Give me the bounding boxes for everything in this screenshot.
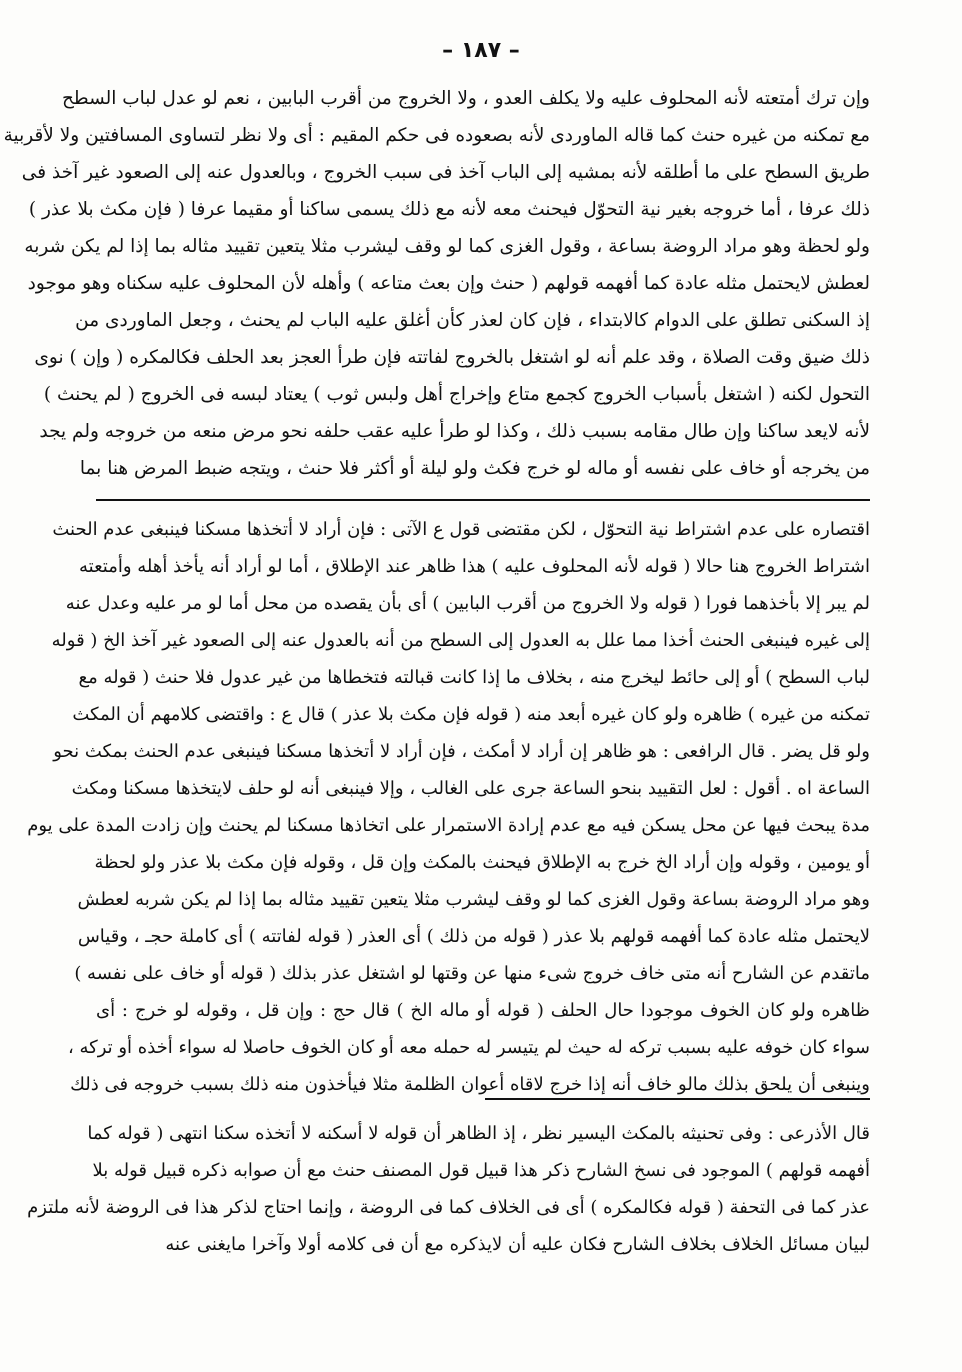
main-text-line: مع تمكنه من غيره حنث كما قاله الماوردى لأنه بصعوده فى حكم المقيم : أى ولا نظر لتساوى المسافتين ولا لأقربية: [3, 125, 870, 146]
main-text-block: [3, 80, 870, 487]
marginalia-line: قال الأذرعى : وفى تحنيثه بالمكث اليسير نظر ، إذ الظاهر أن قوله لا أسكنه لا أتخذه سكنا انتهى ( قوله كما: [87, 1123, 870, 1144]
main-text-line: ذلك عرفا ، أما خروجه بغير نية التحوّل فيحنث معه لأنه مع ذلك يسمى ساكنا أو مقيما عرفا ( فإن مكث بلا عذر ): [28, 199, 870, 220]
commentary-line: الساعة اه . أقول : لعل التقييد بنحو الساعة جرى على الغالب ، وإلا فينبغى أنه لو حلف لايتخذها مسكنا ومكث: [71, 778, 870, 799]
main-text-line: إذ السكنى تطلق على الدوام كالابتداء ، فإن كان لعذر كأن أغلق عليه الباب لم يحنث ، وجعل الماوردى من: [75, 310, 870, 331]
commentary-line: إلى غيره فينبغى الحنث أخذا مما علل به العدول إلى السطح من أنه بالعدول عنه إلى الصعود غير آخذ الخ ( قوله: [51, 630, 870, 651]
commentary-line: أو يومين ، وقوله وإن أراد الخ خرج به الإطلاق فيحنث بالمكث وإن قل ، وقوله فإن مكث بلا عذر ولو لحظة: [94, 852, 870, 873]
commentary-line: ماتقدم عن الشارح أنه متى خاف خروج شىء منها عن وقتها لو اشتغل عذر بذلك ( قوله أو خاف على نفسه ): [74, 963, 870, 984]
marginalia-line: عذر كما فى التحفة ( قوله فكالمكره ) أى فى الخلاف كما فى الروضة ، وإنما احتاج لذكر هذا فى الروضة لأنه ملتزم: [27, 1197, 870, 1218]
main-text-line: وإن ترك أمتعته لأنه المحلوف عليه ولا يكلف العدو ، ولا الخروج من أقرب البابين ، نعم لو عدل لباب السطح: [61, 88, 870, 109]
commentary-text-block: [27, 511, 871, 1103]
main-text-line: ذلك ضيق وقت الصلاة ، وقد علم أنه لو اشتغل بالخروج لفاتته فإن طرأ العجز بعد الحلف فكالمكره ( وإن ) نوى: [34, 347, 870, 368]
main-text-line: من يخرجه أو خاف على نفسه أو ماله لو خرج فكث ولو ليلة أو أكثر فلا حنث ، ويتجه ضبط المرض هنا بما: [79, 458, 870, 479]
main-text-line: طريق السطح على ما أطلقه لأنه بمشيه إلى الباب آخذ فى سبب الخروج ، وبالعدول عنه إلى الصعود غير آخذ فى: [21, 162, 870, 183]
marginalia-line: أفهمه قولهم ) الموجود فى نسخ الشارح ذكر هذا قبيل قول المصنف حنث مع أن صوابه ذكره قبيل قوله بلا: [92, 1160, 870, 1181]
commentary-line: ظاهره ولو كان الخوف موجودا حال الحلف ( قوله أو ماله الخ ) قال حج : وإن قل ، وقوله لو خرج : أى: [96, 1000, 871, 1021]
commentary-line: اشتراط الخروج هنا حالا ( قوله لأنه المحلوف عليه ) هذا ظاهر عند الإطلاق ، أما لو أراد أنه يأخذ أهله وأمتعته: [79, 556, 870, 577]
main-text-line: ولو لحظة وهو مراد الروضة بساعة ، وقول الغزى كما لو وقف ليشرب مثلا يتعين تقييد مثاله بما إذا لم يكن شربه: [24, 236, 870, 257]
commentary-line: لباب السطح ) أو إلى حائط ليخرج منه ، بخلاف ما إذا كانت قبالته فتخطاها من غير عدول فلا حنث ( قوله مع: [78, 667, 870, 688]
commentary-line: لم يبر إلا بأخذهما فورا ( قوله ولا الخروج من أقرب البابين ) أى بأن يقصده من محل أما لو مر عليه وعدل عنه: [65, 593, 870, 614]
commentary-line: وينبغى أن يلحق بذلك مالو خاف أنه إذا خرج لاقاه أعوان الظلمة مثلا فيأخذون منه ذلك بسبب خروجه فى ذلك: [70, 1074, 870, 1095]
commentary-line: اقتصاره على عدم اشتراط نية التحوّل ، لكن مقتضى قول ع الآتى : فإن أراد لا أتخذها مسكنا فينبغى عدم الحنث: [52, 519, 870, 540]
marginalia-text-block: [27, 1115, 870, 1263]
marginalia-line: لبيان مسائل الخلاف بخلاف الشارح فكان عليه أن لايذكره مع أن فى كلامه أولا وآخرا مايغنى عنه: [165, 1234, 870, 1255]
commentary-line: مدة يبحث فيها عن محل يسكن فيه مع عدم إرادة الاستمرار على اتخاذها مسكنا لم يحنث وإن زادت المدة على يوم: [27, 815, 870, 836]
main-text-line: التحول لكنه ( اشتغل بأسباب الخروج كجمع متاع وإخراج أهل ولبس ثوب ) يعتاد لبسه فى الخروج ( لم يحنث ): [43, 384, 870, 405]
commentary-line: سواء كان خوفه عليه بسبب تركه له حيث لم يتيسر له حمله معه أو كان الخوف حاصلا له سواء أخذه أو تركه ،: [67, 1037, 870, 1058]
main-text-line: لأنه لايعد ساكنا وإن طال مقامه بسبب ذلك ، وكذا لو طرأ عليه عقب حلفه نحو مرض منعه من خروجه ولم يجد: [39, 421, 870, 442]
commentary-line: لايحتمل مثله عادة كما أفهمه قولهم بلا عذر ( قوله من ذلك ) أى العذر ( قوله لفاتته ) أى كاملة حجـ ، وقياس: [77, 926, 870, 947]
commentary-line: تمكنه من غيره ) ظاهره ولو كان غيره أبعد منه ( قوله فإن مكث بلا عذر ) قال ع : واقتضى كلامهم أن المكث: [72, 704, 870, 725]
page-number: – ١٨٧ –: [442, 38, 520, 63]
commentary-line: وهو مراد الروضة بساعة وقول الغزى كما لو وقف ليشرب مثلا يتعين تقييد مثاله بما إذا لم يكن شربه لعطش: [77, 889, 870, 910]
main-text-line: لعطش لايحتمل مثله عادة كما أفهمه قولهم ( حنث وإن بعث متاعه ) وأهله لأن المحلوف عليه سكناه وهو موجود: [27, 273, 870, 294]
commentary-line: ولو قل يضر . قال الرافعى : هو ظاهر إن أراد لا أمكث ، فإن أراد لا أتخذها مسكنا فينبغى عدم الحنث بمكث نحو: [53, 741, 870, 762]
section-divider: [485, 1098, 870, 1100]
section-divider: [96, 499, 870, 501]
